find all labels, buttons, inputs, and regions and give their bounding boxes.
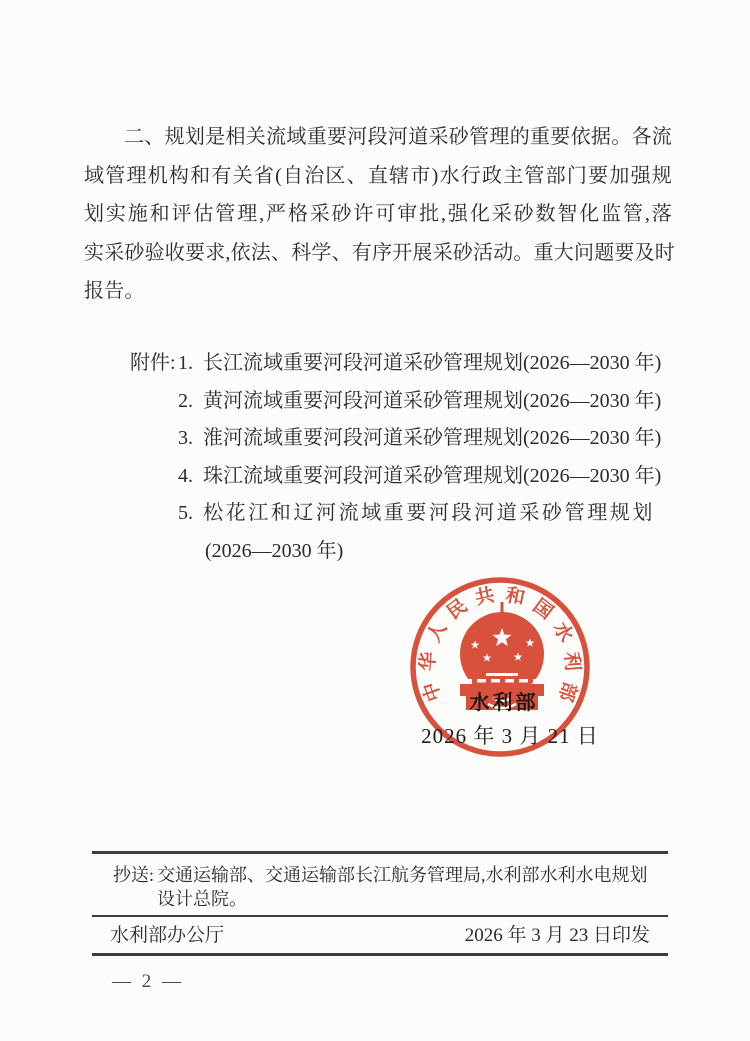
attachment-item	[130, 383, 670, 421]
svg-text:和: 和	[503, 584, 527, 610]
attachment-title: 珠江流域重要河段河道采砂管理规划(2026—2030 年)	[203, 464, 662, 487]
svg-text:水: 水	[548, 619, 577, 646]
paragraph-line: 实采砂验收要求,依法、科学、有序开展采砂活动。重大问题要及时	[84, 241, 675, 264]
cc-section	[113, 864, 661, 911]
svg-text:民: 民	[443, 595, 472, 624]
cc-text-line: 设计总院。	[157, 888, 247, 909]
attachment-number: 5.	[178, 502, 193, 525]
svg-text:利: 利	[560, 651, 583, 672]
cc-label: 抄送:	[113, 865, 155, 885]
seal-date: 2026 年 3 月 21 日	[421, 724, 599, 748]
svg-text:人: 人	[423, 619, 452, 646]
page-number: — 2 —	[112, 971, 184, 992]
cc-text	[157, 864, 661, 911]
issue-row	[110, 924, 650, 948]
attachment-item	[130, 458, 670, 496]
attachment-item	[130, 345, 670, 383]
attachment-title: 松花江和辽河流域重要河段河道采砂管理规划	[203, 502, 655, 525]
indent-spacer	[130, 383, 178, 421]
attachment-title: 黄河流域重要河段河道采砂管理规划(2026—2030 年)	[203, 389, 662, 412]
attachments-label: 附件:	[130, 352, 176, 374]
separator-line-middle	[92, 915, 668, 917]
attachment-item	[130, 495, 670, 533]
cc-text-line: 交通运输部、交通运输部长江航务管理局,水利部水利水电规划	[157, 865, 648, 885]
svg-text:中: 中	[419, 678, 446, 704]
separator-line-top	[92, 851, 668, 854]
svg-text:国: 国	[528, 595, 557, 624]
paragraph-line: 划实施和评估管理,严格采砂许可审批,强化采砂数智化监管,落	[84, 203, 672, 226]
separator-line-bottom	[92, 953, 668, 956]
svg-text:华: 华	[417, 651, 440, 672]
indent-spacer	[130, 458, 178, 496]
attachment-title: 淮河流域重要河段河道采砂管理规划(2026—2030 年)	[203, 427, 662, 450]
paragraph-line: 域管理机构和有关省(自治区、直辖市)水行政主管部门要加强规	[84, 164, 672, 187]
issuer-name: 水利部办公厅	[110, 925, 225, 946]
seal-agency-name: 水利部	[469, 692, 539, 714]
attachments-list	[130, 345, 670, 571]
attachment-number: 2.	[178, 389, 193, 412]
attachment-number: 4.	[178, 464, 193, 487]
svg-text:部: 部	[554, 678, 581, 704]
attachment-number: 1.	[178, 352, 193, 374]
attachment-item	[130, 420, 670, 458]
body-paragraph	[84, 118, 675, 311]
attachment-item-continuation	[130, 533, 670, 571]
paragraph-line: 报告。	[84, 280, 145, 303]
paragraph-line: 二、规划是相关流域重要河段河道采砂管理的重要依据。各流	[124, 126, 672, 148]
attachment-title: 长江流域重要河段河道采砂管理规划(2026—2030 年)	[203, 352, 662, 374]
attachment-number: 3.	[178, 427, 193, 450]
attachment-title-continuation: (2026—2030 年)	[205, 539, 344, 562]
indent-spacer	[130, 495, 178, 533]
indent-spacer	[130, 420, 178, 458]
svg-text:共: 共	[473, 584, 497, 610]
indent-spacer	[130, 533, 178, 571]
indent-spacer	[178, 533, 203, 571]
print-date: 2026 年 3 月 23 日印发	[464, 925, 650, 946]
